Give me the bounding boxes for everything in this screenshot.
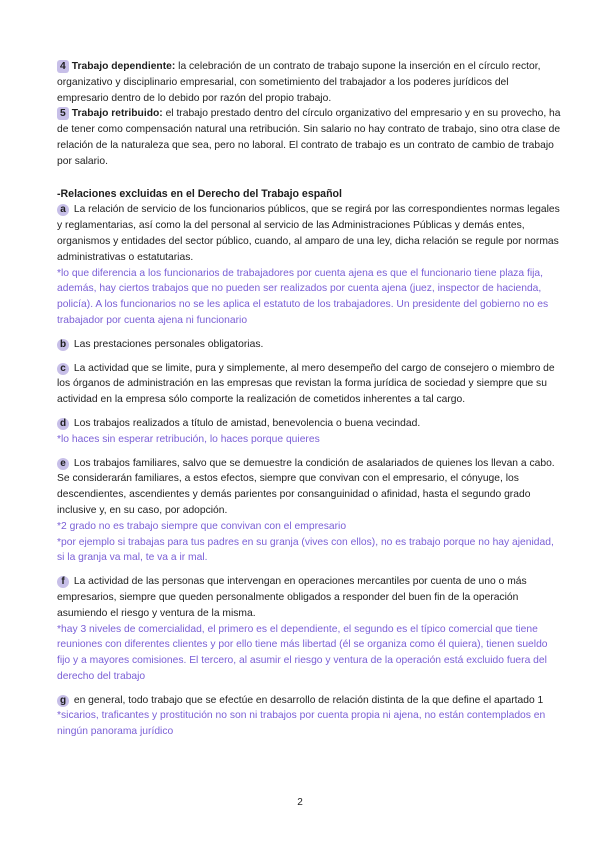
- item-note: *hay 3 niveles de comercialidad, el primero es el dependiente, el segundo es el típico comercial que tiene reuniones con diferentes clientes y por ello tiene más libertad (él se organiza como él quiera), tienen sueldo fijo y a mayores comisiones. El tercero, al asumir el riesgo y ventura de la operación está excluido fuera del derecho del trabajo: [57, 623, 548, 682]
- letter-badge: d: [57, 418, 69, 430]
- term-label: Trabajo retribuido:: [71, 108, 163, 120]
- item-text: Las prestaciones personales obligatorias.: [71, 338, 264, 350]
- item-text: en general, todo trabajo que se efectúe en desarrollo de relación distinta de la que define el apartado 1: [71, 694, 544, 706]
- item-c: [57, 361, 562, 408]
- paragraph-text: el trabajo prestado dentro del círculo organizativo del empresario y en su provecho, ha de tener como compensación natural una retribución. Sin salario no hay contrato de trabajo, sino otra clase de relación de la naturaleza que sea, pero no laboral. El contrato de trabajo es un contrato de cambio de trabajo por salario.: [57, 108, 561, 167]
- letter-badge: a: [57, 204, 69, 216]
- intro-paragraph-5: [57, 106, 562, 169]
- term-label: Trabajo dependiente:: [71, 61, 176, 72]
- page-content: [57, 59, 562, 740]
- item-text: La actividad de las personas que intervengan en operaciones mercantiles por cuenta de uno o más empresarios, siempre que queden personalmente obligados a responder del buen fin de la operación asumiendo el riesgo y ventura de la misma.: [57, 576, 527, 619]
- item-b: [57, 337, 562, 353]
- item-d: [57, 416, 562, 448]
- section-heading: -Relaciones excluidas en el Derecho del Trabajo español: [57, 187, 342, 200]
- letter-badge: e: [57, 458, 69, 470]
- paragraph-text: la celebración de un contrato de trabajo supone la inserción en el círculo rector, organizativo y disciplinario empresarial, con sometimiento del trabajador a los poderes jurídicos del empresario dentro de lo debido por razón del propio trabajo.: [57, 61, 541, 104]
- item-note: *por ejemplo si trabajas para tus padres en su granja (vives con ellos), no es trabajo porque no hay ajenidad, si la granja va mal, te va a ir mal.: [57, 536, 554, 564]
- item-text: La relación de servicio de los funcionarios públicos, que se regirá por las correspondientes normas legales y reglamentarias, así como la del personal al servicio de las Administraciones Públicas y demás entes, organismos y entidades del sector público, cuando, al amparo de una ley, dicha relación se regule por normas administrativas o estatutarias.: [57, 204, 560, 263]
- letter-badge: g: [57, 695, 69, 707]
- item-note: *sicarios, traficantes y prostitución no son ni trabajos por cuenta propia ni ajena, no están contemplados en ningún panorama jurídico: [57, 710, 546, 738]
- item-e: [57, 456, 562, 567]
- page-number: 2: [297, 797, 303, 808]
- number-badge: 4: [57, 60, 69, 73]
- item-text: Los trabajos familiares, salvo que se demuestre la condición de asalariados de quienes los llevan a cabo. Se considerarán familiares, a estos efectos, siempre que convivan con el empresario, el cónyuge, los descendientes, ascendientes y demás parientes por consanguinidad o afinidad, hasta el segundo grado inclusive y, en su caso, por adopción.: [57, 457, 555, 516]
- item-a: [57, 202, 562, 328]
- item-f: [57, 574, 562, 685]
- item-note: *lo que diferencia a los funcionarios de trabajadores por cuenta ajena es que el funcionario tiene plaza fija, además, hay ciertos trabajos que no pueden ser realizados por cuenta ajena (juez, inspector de hacienda, policía). A los funcionarios no se les aplica el estatuto de los trabajadores. Un presidente del gobierno no es trabajador por cuenta ajena ni funcionario: [57, 267, 549, 326]
- letter-badge: c: [57, 363, 69, 375]
- item-note: *2 grado no es trabajo siempre que convivan con el empresario: [57, 520, 347, 532]
- number-badge: 5: [57, 107, 69, 120]
- letter-badge: f: [57, 576, 69, 588]
- item-text: La actividad que se limite, pura y simplemente, al mero desempeño del cargo de consejero o miembro de los órganos de administración en las empresas que revistan la forma jurídica de sociedad y siempre que su actividad en la empresa sólo comporte la realización de cometidos inherentes a tal cargo.: [57, 362, 555, 406]
- intro-paragraph-4: [57, 59, 562, 106]
- item-note: *lo haces sin esperar retribución, lo haces porque quieres: [57, 433, 320, 445]
- item-g: [57, 693, 562, 740]
- item-text: Los trabajos realizados a título de amistad, benevolencia o buena vecindad.: [71, 417, 421, 429]
- letter-badge: b: [57, 339, 69, 351]
